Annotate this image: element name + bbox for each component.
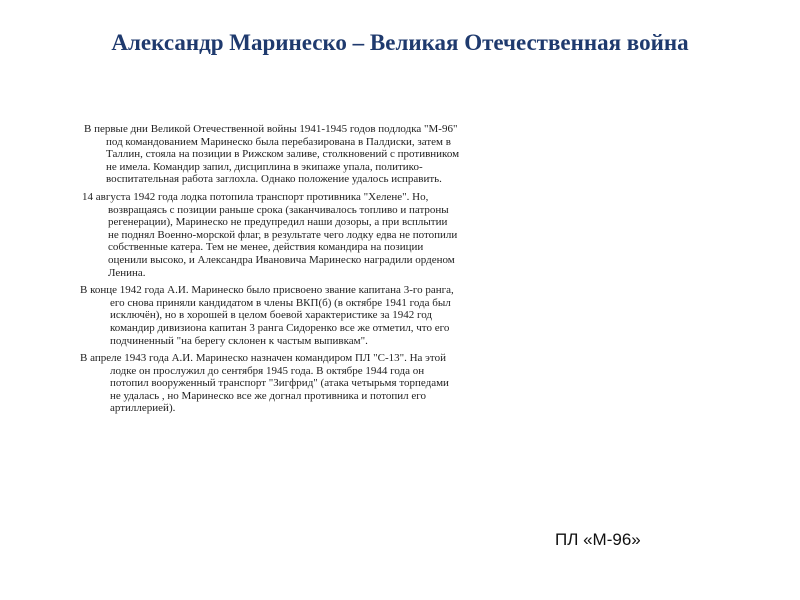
paragraph-helene: 14 августа 1942 года лодка потопила транспорт противника "Хелене". Но, возвращаясь с позиции раньше срока (заканчивалось топливо и патроны регенерации), Маринеско не предупредил наши дозоры, а при всплытии не поднял Военно-морской флаг, в результате чего лодку едва не потопили собственные катера. Тем не менее, действия командира на позиции оценили высоко, и Александра Ивановича Маринеско наградили орденом Ленина. (82, 190, 458, 279)
slide-title: Александр Маринеско – Великая Отечественная война (111, 30, 689, 55)
paragraph-promotion: В конце 1942 года А.И. Маринеско было присвоено звание капитана 3-го ранга, его снова приняли кандидатом в члены ВКП(б) (в октябре 1941 года был исключён), но в хорошей в целом боевой характеристике за 1942 год командир дивизиона капитан 3 ранга Сидоренко все же отметил, что его подчиненный "на берегу склонен к частым выпивкам". (80, 284, 454, 347)
paragraph-s13: В апреле 1943 года А.И. Маринеско назначен командиром ПЛ "С-13". На этой лодке он прослужил до сентября 1945 года. В октябре 1944 года он потопил вооруженный транспорт "Зигфрид" (атака четырьмя торпедами не удалась , но Маринеско все же догнал противника и потопил его артиллерией). (80, 352, 449, 415)
paragraph-war-start: В первые дни Великой Отечественной войны 1941-1945 годов подлодка "М-96" под командованием Маринеско была перебазирована в Палдиски, затем в Таллин, стояла на позиции в Рижском заливе, столкновений с противником не имела. Командир запил, дисциплина в экипаже упала, политико-воспитательная работа заглохла. Однако положение удалось исправить. (84, 123, 460, 186)
body-text (80, 123, 460, 420)
submarine-caption: ПЛ «М-96» (555, 530, 641, 549)
